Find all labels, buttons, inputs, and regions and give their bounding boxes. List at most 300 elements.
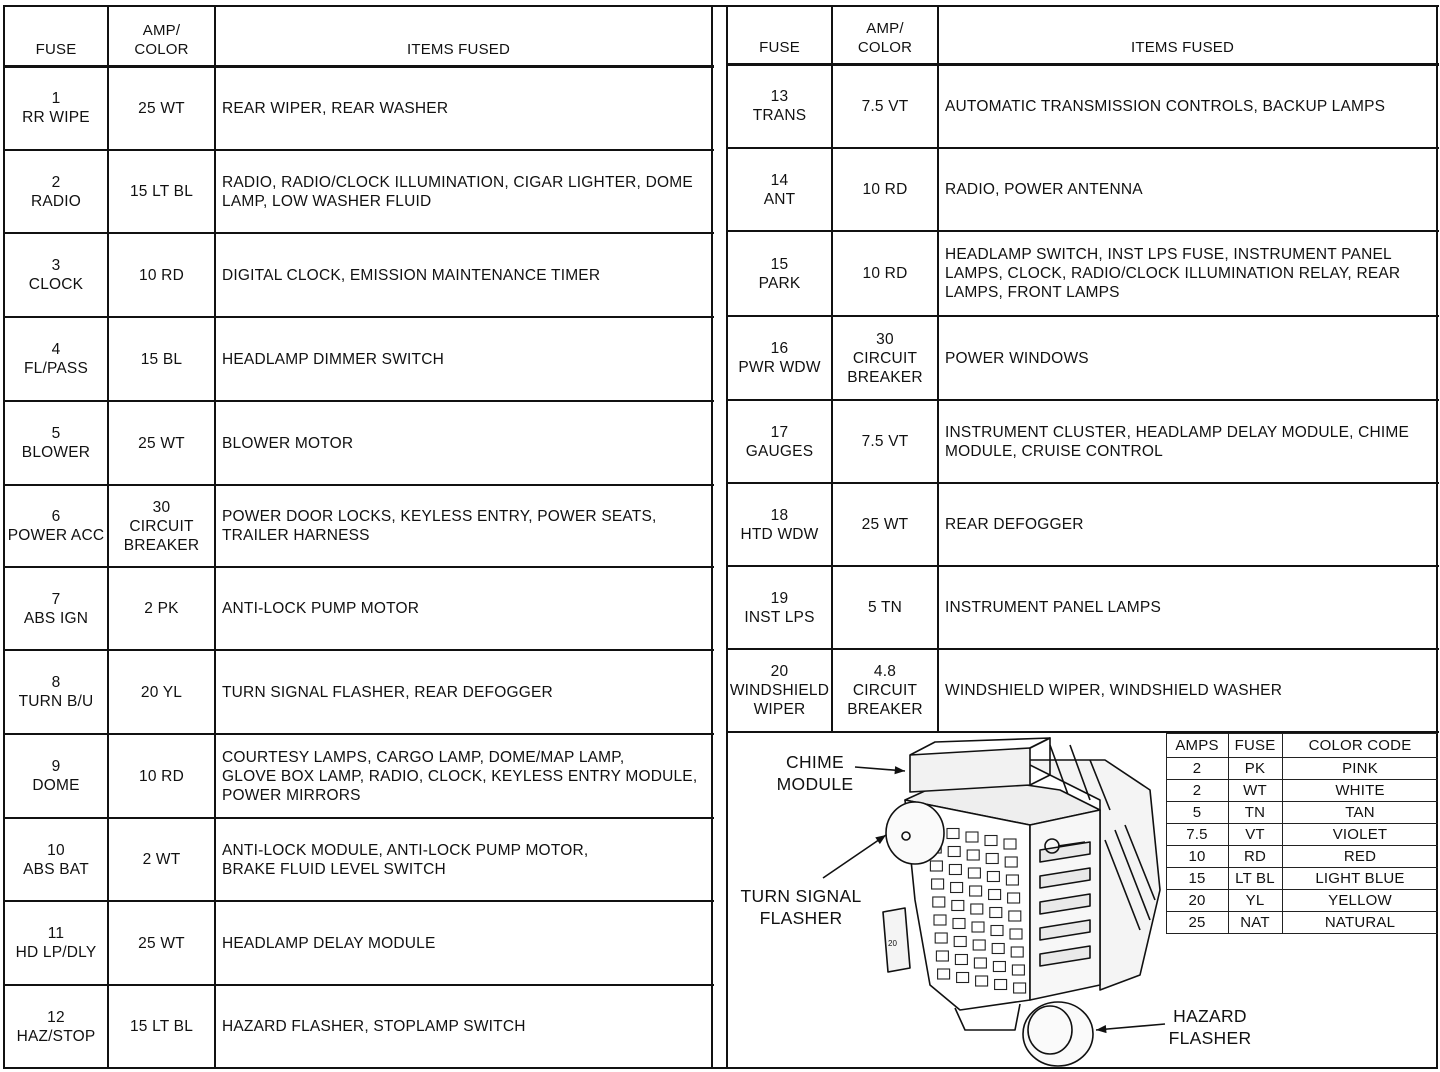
fuse-number-cell-line: ABS IGN (23, 609, 89, 627)
fuse-number-cell-text (746, 423, 814, 461)
left-row-rule (4, 316, 714, 318)
amp-color-cell (108, 401, 215, 485)
items-fused-cell-line: HEADLAMP DELAY MODULE (222, 934, 436, 952)
items-fused-cell (215, 485, 712, 567)
amps-cell: 5 (1192, 803, 1202, 821)
items-fused-cell-text (222, 350, 444, 369)
right-row-rule (727, 565, 1439, 567)
items-fused-cell-text (945, 97, 1385, 116)
fuse-number-cell-line: WIPER (753, 701, 806, 718)
left-row-rule (4, 566, 714, 568)
amps-cell: 7.5 (1186, 825, 1208, 843)
items-fused-cell-text (222, 434, 353, 453)
color-code-row-rule (1166, 757, 1438, 758)
left-row-rule (4, 149, 714, 151)
fuse-code-cell: RD (1243, 847, 1267, 865)
chime-module-label-line: MODULE (776, 774, 854, 794)
items-fused-cell-line: WINDSHIELD WIPER, WINDSHIELD WASHER (945, 682, 1283, 699)
amp-color-cell-line: 10 RD (139, 767, 184, 785)
items-fused-cell-line: LAMP, LOW WASHER FLUID (222, 192, 432, 210)
fuse-number-cell-text (738, 339, 820, 377)
fuse-number-cell-line: 4 (51, 341, 61, 358)
fuse-number-cell-line: 1 (51, 90, 61, 107)
amp-color-cell-line: BREAKER (123, 536, 200, 554)
fuse-number-cell (4, 485, 108, 567)
left-column-rule (3, 5, 5, 1069)
left-row-rule (4, 900, 714, 902)
amp-color-cell (108, 317, 215, 401)
items-fused-cell-text (222, 173, 693, 211)
color-code-row-rule (1166, 823, 1438, 824)
fuse-number-cell-line: RADIO (30, 192, 82, 210)
amp-color-cell-text (138, 434, 185, 453)
color-code-row-rule (1166, 867, 1438, 868)
items-fused-cell (938, 64, 1437, 148)
fuse-number-cell-line: 2 (51, 173, 61, 191)
amp-color-cell-text (130, 182, 193, 201)
fuse-number-cell-line: TRANS (752, 107, 807, 124)
fuse-number-cell (4, 734, 108, 818)
items-fused-cell (215, 901, 712, 985)
items-fused-cell-line: RADIO, RADIO/CLOCK ILLUMINATION, CIGAR LIGHTER, DOME (222, 173, 693, 191)
items-fused-cell-line: LAMPS, CLOCK, RADIO/CLOCK ILLUMINATION RELAY, REAR (945, 265, 1401, 282)
items-fused-cell (938, 400, 1437, 483)
items-fused-cell (215, 818, 712, 901)
fuse-number-cell-line: PWR WDW (738, 359, 821, 376)
fuse-number-cell-line: POWER ACC (7, 527, 105, 544)
amp-color-cell-line: BREAKER (847, 368, 923, 386)
amp-color-cell (832, 316, 938, 400)
fuse-number-cell (4, 985, 108, 1068)
right-column-rule (726, 5, 728, 733)
right-header-amp-color-text (858, 19, 912, 57)
items-fused-cell-line: INSTRUMENT CLUSTER, HEADLAMP DELAY MODULE, CHIME (945, 423, 1410, 441)
hazard-flasher-can (1023, 1002, 1093, 1066)
amp-color-cell-line: CIRCUIT (129, 517, 194, 535)
right-header-fuse: FUSE (759, 39, 800, 56)
fuse-number-cell-line: 12 (47, 1008, 65, 1026)
fuse-number-cell-line: DOME (32, 777, 80, 794)
items-fused-cell-text (945, 598, 1161, 617)
chime-module-label-line: CHIME (786, 752, 844, 772)
color-name-cell: YELLOW (1328, 891, 1392, 909)
left-column-rule (107, 5, 109, 1069)
fuse-number-cell-text (29, 256, 83, 294)
fuse-number-cell (4, 818, 108, 901)
amp-color-cell-line: 2 WT (142, 851, 181, 868)
amp-color-cell-text (139, 266, 184, 285)
right-row-rule (727, 648, 1439, 650)
items-fused-cell (215, 567, 712, 650)
right-header-amp-color (832, 6, 938, 64)
fuse-code-cell: PK (1244, 759, 1266, 777)
amp-color-cell-line: 30 (152, 498, 171, 516)
amp-color-cell-text (130, 1017, 193, 1036)
fuse-number-cell-text (22, 424, 90, 462)
items-fused-cell-line: POWER DOOR LOCKS, KEYLESS ENTRY, POWER SEATS, (222, 508, 657, 525)
amp-color-cell-line: 15 LT BL (129, 183, 194, 200)
left-header-items-fused: ITEMS FUSED (406, 41, 511, 58)
fuse-number-cell (4, 901, 108, 985)
items-fused-cell (215, 401, 712, 485)
amp-color-cell-line: 10 RD (862, 181, 908, 198)
color-name-cell: VIOLET (1332, 825, 1388, 843)
items-fused-cell-line: LAMPS, FRONT LAMPS (945, 284, 1120, 301)
fuse-number-cell-line: CLOCK (28, 276, 84, 293)
items-fused-cell (215, 317, 712, 401)
left-row-rule (4, 649, 714, 651)
turn-signal-flasher-leader-head (875, 835, 886, 844)
items-fused-cell (938, 566, 1437, 649)
fuse-number-cell-text (19, 673, 94, 711)
fuse-number-cell-text (764, 171, 796, 209)
amp-color-cell-line: 7.5 VT (861, 97, 909, 115)
right-row-rule (727, 399, 1439, 401)
amp-color-cell-line: 25 WT (138, 934, 185, 952)
right-header-amp-color-line: COLOR (857, 39, 913, 56)
items-fused-cell (215, 734, 712, 818)
color-code-row-rule (1166, 779, 1438, 780)
items-fused-cell-line: RADIO, POWER ANTENNA (945, 181, 1143, 198)
left-column-rule (711, 5, 713, 1069)
amp-color-cell-text (862, 515, 909, 534)
fuse-number-cell (727, 400, 832, 483)
fuse-number-cell (4, 650, 108, 734)
color-code-row-rule (1166, 889, 1438, 890)
fuse-number-cell-line: ANT (763, 190, 796, 208)
items-fused-cell-line: DIGITAL CLOCK, EMISSION MAINTENANCE TIMER (222, 266, 601, 284)
amp-color-cell-text (141, 350, 183, 369)
amp-color-cell (832, 400, 938, 483)
fuse-number-cell-line: RR WIPE (22, 109, 90, 126)
items-fused-cell-line: HEADLAMP SWITCH, INST LPS FUSE, INSTRUMENT PANEL (945, 246, 1392, 263)
left-header-amp-color-line: COLOR (134, 41, 189, 58)
items-fused-cell-line: REAR WIPER, REAR WASHER (222, 99, 449, 117)
amp-color-cell-line: CIRCUIT (852, 682, 918, 699)
fuse-code-cell: LT BL (1235, 869, 1275, 887)
items-fused-cell (938, 649, 1437, 732)
items-fused-cell-text (222, 1017, 526, 1036)
amp-color-cell-line: 15 LT BL (129, 1018, 194, 1035)
fuse-number-cell-line: 6 (51, 508, 61, 525)
amp-color-cell (832, 483, 938, 566)
items-fused-cell-line: TRAILER HARNESS (222, 527, 370, 544)
fuse-number-cell-line: 8 (51, 674, 61, 691)
items-fused-cell-text (222, 266, 600, 285)
right-row-rule (727, 63, 1439, 66)
fuse-number-cell-line: 14 (770, 171, 789, 189)
items-fused-cell (215, 233, 712, 317)
fuse-code-cell: TN (1244, 803, 1266, 821)
amp-color-cell (108, 985, 215, 1068)
color-code-row-rule (1166, 911, 1438, 912)
fuse-number-cell-line: FL/PASS (24, 360, 88, 377)
right-header-items-fused: ITEMS FUSED (1130, 39, 1235, 56)
fuse-number-cell-text (31, 173, 81, 211)
right-row-rule (727, 482, 1439, 484)
fuse-tag-label: 20 (888, 939, 897, 948)
turn-signal-flasher-label (735, 885, 867, 929)
color-name-cell: WHITE (1335, 781, 1385, 799)
amp-color-cell-line: 7.5 VT (861, 433, 909, 450)
items-fused-cell-text (945, 349, 1089, 368)
items-fused-cell-text (222, 934, 436, 953)
color-code-header: COLOR CODE (1308, 736, 1412, 754)
amps-cell: 10 (1188, 847, 1206, 865)
left-row-rule (4, 5, 714, 7)
items-fused-cell-text (945, 681, 1282, 700)
amp-color-cell (832, 566, 938, 649)
items-fused-cell-line: REAR DEFOGGER (945, 516, 1084, 533)
color-code-row-rule (1166, 801, 1438, 802)
hazard-flasher-label (1150, 1005, 1270, 1049)
color-name-cell: LIGHT BLUE (1315, 869, 1405, 887)
items-fused-cell-text (222, 748, 697, 805)
color-code-header: FUSE (1234, 736, 1276, 754)
fuse-number-cell-line: HAZ/STOP (16, 1027, 96, 1045)
fuse-number-cell-text (16, 924, 97, 962)
amp-color-cell (108, 818, 215, 901)
fuse-number-cell (4, 317, 108, 401)
fuse-number-cell-text (753, 87, 807, 125)
amp-color-cell-text (139, 767, 184, 786)
fuse-number-cell-line: 5 (51, 425, 61, 442)
left-row-rule (4, 817, 714, 819)
items-fused-cell-text (222, 599, 419, 618)
amp-color-cell (108, 650, 215, 734)
amp-color-cell-text (863, 180, 908, 199)
items-fused-cell-line: ANTI-LOCK MODULE, ANTI-LOCK PUMP MOTOR, (222, 841, 589, 859)
fuse-number-cell-line: WINDSHIELD (729, 682, 830, 699)
fuse-number-cell-text (740, 506, 818, 544)
right-row-rule (727, 230, 1439, 232)
fuse-number-cell (727, 64, 832, 148)
hazard-flasher-label-line: HAZARD (1173, 1006, 1247, 1026)
items-fused-cell (215, 985, 712, 1068)
amp-color-cell-line: BREAKER (847, 701, 923, 718)
items-fused-cell-line: INSTRUMENT PANEL LAMPS (945, 599, 1161, 616)
amp-color-cell-line: 25 WT (861, 516, 909, 533)
amp-color-cell (108, 66, 215, 150)
amp-color-cell (108, 734, 215, 818)
fuse-number-cell-line: INST LPS (744, 608, 815, 626)
fuse-number-cell-text (24, 590, 88, 628)
color-name-cell: NATURAL (1324, 913, 1396, 931)
items-fused-cell-line: MODULE, CRUISE CONTROL (945, 442, 1163, 460)
items-fused-cell (215, 66, 712, 150)
color-name-cell: RED (1343, 847, 1377, 865)
amps-cell: 25 (1188, 913, 1206, 931)
fuse-number-cell-line: GAUGES (745, 442, 814, 460)
fuse-number-cell-line: ABS BAT (23, 860, 89, 878)
amp-color-cell (108, 901, 215, 985)
fuse-number-cell-text (744, 589, 814, 627)
left-header-amp-color-line: AMP/ (142, 22, 181, 39)
amps-cell: 20 (1188, 891, 1206, 909)
fuse-code-cell: WT (1243, 781, 1267, 799)
fuse-number-cell-text (24, 340, 88, 378)
amp-color-cell (108, 233, 215, 317)
fuse-number-cell-line: 17 (770, 423, 789, 441)
items-fused-cell-line: HEADLAMP DIMMER SWITCH (222, 350, 444, 368)
amp-color-cell-line: 25 WT (138, 99, 185, 117)
amp-color-cell-text (868, 598, 902, 617)
fuse-number-cell (4, 233, 108, 317)
items-fused-cell (938, 148, 1437, 231)
fuse-number-cell-line: 19 (770, 589, 789, 607)
left-row-rule (4, 400, 714, 402)
items-fused-cell (938, 483, 1437, 566)
items-fused-cell-line: GLOVE BOX LAMP, RADIO, CLOCK, KEYLESS ENTRY MODULE, (222, 767, 698, 785)
items-fused-cell-line: POWER MIRRORS (222, 786, 361, 804)
items-fused-cell (938, 231, 1437, 316)
fuse-number-cell-line: PARK (758, 274, 801, 292)
amps-cell: 2 (1192, 781, 1202, 799)
fuse-number-cell (4, 66, 108, 150)
fuse-number-cell-line: 10 (47, 841, 65, 859)
amps-cell: 15 (1188, 869, 1206, 887)
hazard-flasher-label-line: FLASHER (1168, 1028, 1252, 1048)
color-name-cell: PINK (1342, 759, 1378, 777)
left-header-amp-color-text (134, 21, 188, 59)
amp-color-cell-text (143, 850, 181, 869)
color-code-row-rule (1166, 733, 1438, 734)
items-fused-cell-text (945, 245, 1400, 302)
fuse-number-cell-text (730, 662, 829, 719)
color-code-header: AMPS (1175, 736, 1219, 754)
amps-cell: 2 (1192, 759, 1202, 777)
items-fused-cell (215, 650, 712, 734)
amp-color-cell-line: CIRCUIT (852, 349, 918, 367)
items-fused-cell-line: TURN SIGNAL FLASHER, REAR DEFOGGER (222, 683, 553, 701)
amp-color-cell-line: 25 WT (138, 434, 185, 452)
amp-color-cell-text (847, 330, 922, 387)
fuse-code-cell: VT (1245, 825, 1265, 843)
fuse-number-cell-line: 13 (770, 88, 789, 105)
items-fused-cell-text (222, 841, 588, 879)
amp-color-cell-text (862, 97, 909, 116)
items-fused-cell-text (945, 423, 1409, 461)
amp-color-cell-line: 30 (876, 330, 894, 348)
right-header-amp-color-line: AMP/ (866, 20, 904, 37)
fuse-number-cell-line: 9 (51, 758, 61, 775)
chime-module-box (910, 748, 1030, 792)
fuse-code-cell: NAT (1240, 913, 1270, 931)
color-code-row-rule (1166, 845, 1438, 846)
amp-color-cell-line: 15 BL (140, 350, 183, 368)
amp-color-cell (832, 148, 938, 231)
fuse-number-cell-line: 3 (51, 257, 61, 274)
items-fused-cell-text (222, 683, 553, 702)
amp-color-cell (108, 150, 215, 233)
turn-signal-flasher-label-line: FLASHER (759, 908, 843, 928)
items-fused-cell-line: ANTI-LOCK PUMP MOTOR (222, 600, 420, 617)
amp-color-cell-line: 10 RD (139, 266, 184, 284)
fuse-number-cell-line: 16 (770, 340, 789, 357)
right-column-rule (1436, 5, 1438, 733)
right-row-rule (727, 315, 1439, 317)
amp-color-cell-text (847, 662, 922, 719)
fuse-number-cell (727, 566, 832, 649)
fuse-number-cell-line: BLOWER (21, 444, 91, 461)
fuse-number-cell (727, 483, 832, 566)
fuse-number-cell-line: TURN B/U (18, 693, 94, 710)
fuse-number-cell (4, 401, 108, 485)
left-row-rule (4, 1067, 714, 1069)
items-fused-cell-line: AUTOMATIC TRANSMISSION CONTROLS, BACKUP LAMPS (945, 97, 1386, 115)
turn-signal-flasher-can (886, 802, 944, 864)
amp-color-cell (832, 649, 938, 732)
items-fused-cell-line: POWER WINDOWS (945, 349, 1089, 367)
chime-module-label (760, 751, 870, 795)
items-fused-cell (215, 150, 712, 233)
amp-color-cell (108, 485, 215, 567)
right-row-rule (727, 5, 1439, 7)
amp-color-cell-text (862, 432, 909, 451)
color-name-cell: TAN (1345, 803, 1375, 821)
amp-color-cell-text (138, 934, 185, 953)
amp-color-cell-text (141, 683, 182, 702)
fuse-number-cell (727, 316, 832, 400)
fuse-number-cell-text (17, 1008, 96, 1046)
amp-color-cell-line: 4.8 (873, 663, 897, 680)
right-column-rule (937, 5, 939, 733)
fuse-number-cell-line: 11 (47, 925, 65, 942)
fuse-number-cell-line: 20 (770, 663, 789, 680)
items-fused-cell-text (222, 99, 448, 118)
fuse-number-cell (4, 567, 108, 650)
items-fused-cell-line: HAZARD FLASHER, STOPLAMP SWITCH (222, 1018, 526, 1035)
items-fused-cell-text (945, 515, 1084, 534)
amp-color-cell (832, 231, 938, 316)
color-code-column-rule (1228, 733, 1229, 933)
color-code-column-rule (1282, 733, 1283, 933)
amp-color-cell (832, 64, 938, 148)
turn-signal-flasher-leader (823, 835, 886, 878)
left-header-fuse: FUSE (35, 41, 77, 58)
fuse-code-cell: YL (1245, 891, 1265, 909)
amp-color-cell-line: 10 RD (862, 265, 908, 282)
fuse-number-cell-line: 18 (770, 506, 789, 524)
left-row-rule (4, 733, 714, 735)
amp-color-cell-text (124, 498, 199, 555)
right-row-rule (727, 147, 1439, 149)
amp-color-cell-line: 2 PK (144, 600, 179, 617)
fuse-number-cell (727, 231, 832, 316)
fuse-number-cell-text (32, 757, 79, 795)
fuse-number-cell-text (8, 507, 105, 545)
turn-signal-flasher-label-line: TURN SIGNAL (740, 886, 862, 906)
amp-color-cell-line: 5 TN (867, 599, 903, 616)
amp-color-cell-text (138, 99, 185, 118)
left-row-rule (4, 232, 714, 234)
items-fused-cell (938, 316, 1437, 400)
color-code-row-rule (1166, 933, 1438, 934)
left-row-rule (4, 484, 714, 486)
items-fused-cell-line: BRAKE FLUID LEVEL SWITCH (222, 860, 446, 878)
items-fused-cell-text (945, 180, 1143, 199)
amp-color-cell-line: 20 YL (140, 683, 183, 701)
fuse-number-cell-text (22, 89, 90, 127)
amp-color-cell (108, 567, 215, 650)
fuse-number-cell-line: 15 (770, 255, 789, 273)
left-header-amp-color (108, 6, 215, 66)
items-fused-cell-text (222, 507, 657, 545)
amp-color-cell-text (144, 599, 178, 618)
left-row-rule (4, 65, 714, 68)
left-column-rule (214, 5, 216, 1069)
fuse-number-cell-text (759, 255, 801, 293)
